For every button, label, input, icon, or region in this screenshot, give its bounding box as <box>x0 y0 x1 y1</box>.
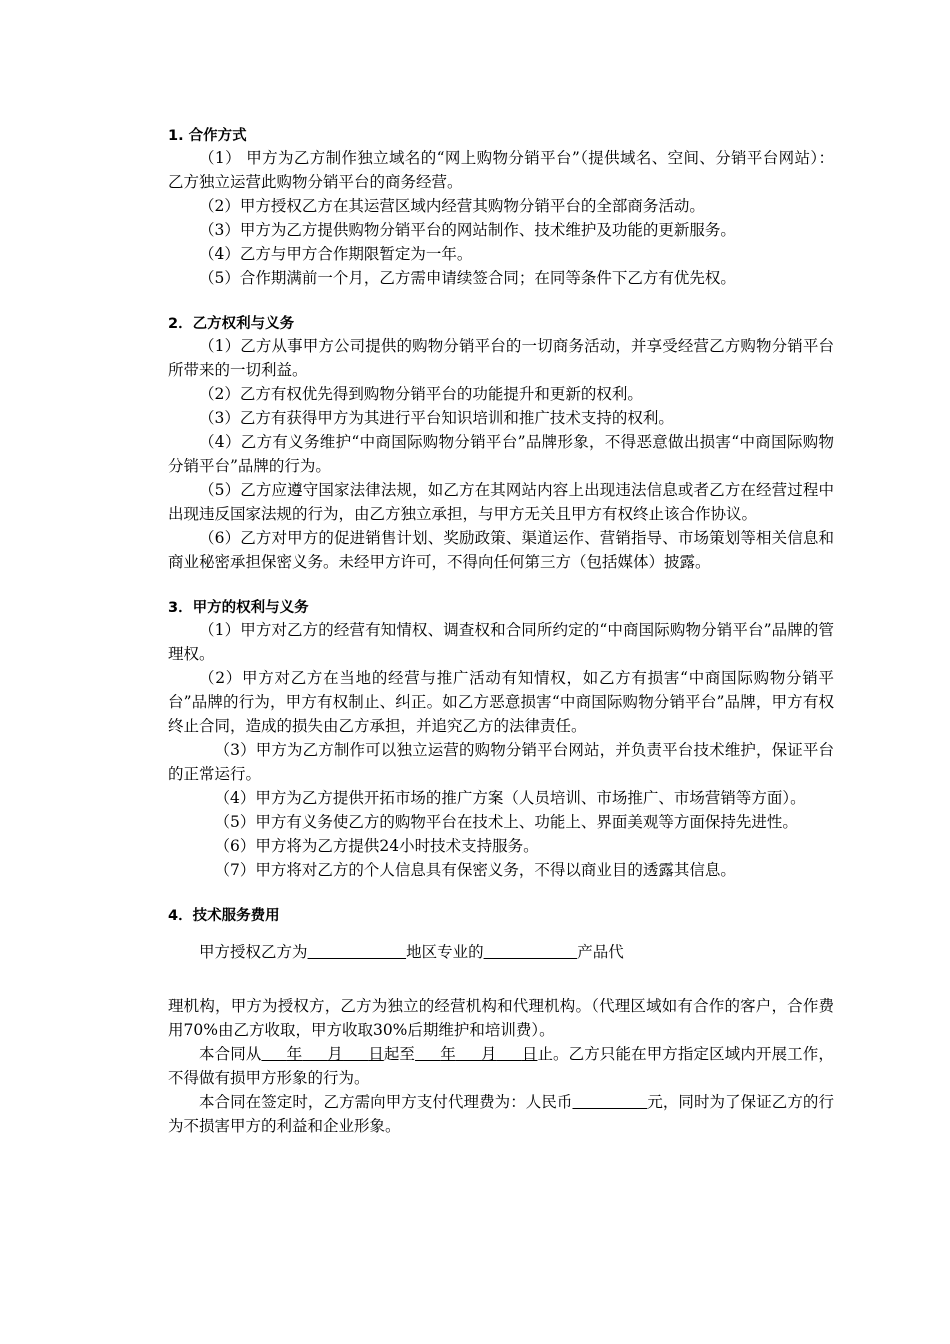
auth-prefix: 甲方授权乙方为 <box>199 943 308 961</box>
clause-2-2: （2）乙方有权优先得到购物分销平台的功能提升和更新的权利。 <box>199 385 643 403</box>
region-blank <box>308 943 407 961</box>
clause-1-2: （2）甲方授权乙方在其运营区域内经营其购物分销平台的全部商务活动。 <box>199 197 705 215</box>
year-label: 年 <box>286 1045 303 1063</box>
end-day-blank <box>497 1045 522 1063</box>
contract-term-paragraph <box>168 1042 834 1090</box>
clause-3-7: （7）甲方将对乙方的个人信息具有保密义务，不得以商业目的透露其信息。 <box>214 861 736 879</box>
clause-1-3: （3）甲方为乙方提供购物分销平台的网站制作、技术维护及功能的更新服务。 <box>199 221 736 239</box>
authorization-line <box>168 940 834 964</box>
section-heading-party-a: 3．甲方的权利与义务 <box>168 600 309 616</box>
month-label: 月 <box>327 1045 344 1063</box>
agency-paragraph: 理机构，甲方为授权方，乙方为独立的经营机构和代理机构。（代理区域如有合作的客户，合作费用70%由乙方收取，甲方收取30%后期维护和培训费）。 <box>168 997 834 1039</box>
pay-prefix: 本合同在签定时，乙方需向甲方支付代理费为：人民币 <box>199 1093 573 1111</box>
clause-3-3: （3）甲方为乙方制作可以独立运营的购物分销平台网站，并负责平台技术维护，保证平台的正常运行。 <box>168 741 834 783</box>
clause-3-1: （1）甲方对乙方的经营有知情权、调查权和合同所约定的“中商国际购物分销平台”品牌的管理权。 <box>168 621 834 663</box>
amount-blank <box>572 1093 647 1111</box>
term-prefix: 本合同从 <box>199 1045 262 1063</box>
clause-3-2: （2）甲方对乙方在当地的经营与推广活动有知情权，如乙方有损害“中商国际购物分销平台”品牌的行为，甲方有权制止、纠正。如乙方恶意损害“中商国际购物分销平台”品牌，甲方有权终止合同，造成的损失由乙方承担，并追究乙方的法律责任。 <box>168 669 834 735</box>
term-suffix: 止。乙方只能在甲方指定区域内开展工作，不得做有损甲方形象的行为。 <box>168 1045 834 1087</box>
clause-3-6: （6）甲方将为乙方提供24小时技术支持服务。 <box>214 837 539 855</box>
section-heading-fees: 4．技术服务费用 <box>168 908 280 924</box>
contract-body <box>168 126 834 1138</box>
auth-suffix: 产品代 <box>577 943 624 961</box>
day-label: 日 <box>368 1045 384 1063</box>
section-heading-cooperation: 1. 合作方式 <box>168 128 247 144</box>
clause-2-1: （1）乙方从事甲方公司提供的购物分销平台的一切商务活动，并享受经营乙方购物分销平台所带来的一切利益。 <box>168 337 834 379</box>
clause-1-4: （4）乙方与甲方合作期限暂定为一年。 <box>199 245 473 263</box>
clause-2-4: （4）乙方有义务维护“中商国际购物分销平台”品牌形象，不得恶意做出损害“中商国际购物分销平台”品牌的行为。 <box>168 433 834 475</box>
clause-3-4: （4）甲方为乙方提供开拓市场的推广方案（人员培训、市场推广、市场营销等方面）。 <box>214 789 806 807</box>
payment-paragraph <box>168 1090 834 1138</box>
auth-mid: 地区专业的 <box>406 943 484 961</box>
pay-suffix: 元，同时为了保证乙方的行为不损害甲方的利益和企业形象。 <box>168 1093 834 1135</box>
clause-2-6: （6）乙方对甲方的促进销售计划、奖励政策、渠道运作、营销指导、市场策划等相关信息和商业秘密承担保密义务。未经甲方许可，不得向任何第三方（包括媒体）披露。 <box>168 529 834 571</box>
start-month-blank <box>302 1045 327 1063</box>
end-day-label: 日 <box>521 1045 538 1063</box>
end-year-label: 年 <box>440 1045 456 1063</box>
clause-3-5: （5）甲方有义务使乙方的购物平台在技术上、功能上、界面美观等方面保持先进性。 <box>214 813 798 831</box>
term-mid: 起至 <box>383 1045 416 1063</box>
product-blank <box>484 943 578 961</box>
start-year-blank <box>261 1045 286 1063</box>
clause-1-5: （5）合作期满前一个月，乙方需申请续签合同；在同等条件下乙方有优先权。 <box>199 269 736 287</box>
section-heading-party-b: 2．乙方权利与义务 <box>168 316 295 332</box>
end-year-blank <box>415 1045 440 1063</box>
start-day-blank <box>343 1045 368 1063</box>
clause-2-3: （3）乙方有获得甲方为其进行平台知识培训和推广技术支持的权利。 <box>199 409 674 427</box>
clause-1-1: （1） 甲方为乙方制作独立域名的“网上购物分销平台”（提供域名、空间、分销平台网站）：乙方独立运营此购物分销平台的商务经营。 <box>168 149 834 191</box>
end-month-label: 月 <box>481 1045 497 1063</box>
end-month-blank <box>456 1045 481 1063</box>
clause-2-5: （5）乙方应遵守国家法律法规，如乙方在其网站内容上出现违法信息或者乙方在经营过程中出现违反国家法规的行为，由乙方独立承担，与甲方无关且甲方有权终止该合作协议。 <box>168 481 834 523</box>
